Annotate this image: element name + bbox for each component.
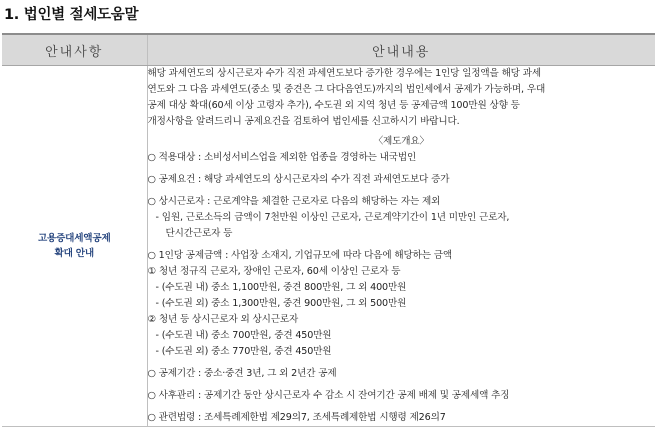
page-title: 1. 법인별 절세도움말 <box>4 7 139 23</box>
intro-line: 개정사항을 알려드리니 공제요건을 검토하여 법인세를 신고하시기 바랍니다. <box>147 116 460 127</box>
summary-item: ① 청년 정규직 근로자, 장애인 근로자, 60세 이상인 근로자 등 <box>147 266 401 277</box>
table-header-row <box>2 34 655 66</box>
content-cell <box>147 66 655 427</box>
summary-item: ○ 공제요건 : 해당 과세연도의 상시근로자의 수가 직전 과세연도보다 증가 <box>147 174 450 185</box>
summary-heading: 〈제도개요〉 <box>373 136 429 147</box>
summary-item: ○ 상시근로자 : 근로계약을 체결한 근로자로 다음의 해당하는 자는 제외 <box>147 196 441 207</box>
header-guide-content: 안내내용 <box>147 34 655 66</box>
summary-item: - (수도권 외) 중소 770만원, 중견 450만원 <box>155 346 332 357</box>
summary-item: ② 청년 등 상시근로자 외 상시근로자 <box>147 314 299 325</box>
summary-item: 단시간근로자 등 <box>165 228 233 239</box>
summary-item: ○ 관련법령 : 조세특례제한법 제29의7, 조세특례제한법 시행령 제26의7 <box>147 412 446 423</box>
guide-table <box>2 33 655 427</box>
summary-item: - (수도권 내) 중소 1,100만원, 중견 800만원, 그 외 400만원 <box>155 282 407 293</box>
table-row <box>2 66 655 427</box>
category-cell <box>2 66 147 427</box>
summary-item: ○ 1인당 공제금액 : 사업장 소재지, 기업규모에 따라 다음에 해당하는 금액 <box>147 250 452 261</box>
intro-line: 공제 대상 확대(60세 이상 고령자 추가), 수도권 외 지역 청년 등 공제금액 100만원 상향 등 <box>147 100 520 111</box>
header-guide-item: 안내사항 <box>2 34 147 66</box>
summary-item: - (수도권 외) 중소 1,300만원, 중견 900만원, 그 외 500만원 <box>155 298 407 309</box>
summary-item: - 임원, 근로소득의 금액이 7천만원 이상인 근로자, 근로계약기간이 1년 미만인 근로자, <box>155 212 510 223</box>
category-label-line-1: 고용증대세액공제 <box>37 233 111 244</box>
intro-line: 해당 과세연도의 상시근로자 수가 직전 과세연도보다 증가한 경우에는 1인당 일정액을 해당 과세 <box>147 68 541 79</box>
intro-line: 연도와 그 다음 과세연도(중소 및 중견은 그 다다음연도)까지의 법인세에서 공제가 가능하며, 우대 <box>147 84 546 95</box>
category-label-line-2: 확대 안내 <box>54 248 94 259</box>
summary-item: ○ 공제기간 : 중소·중견 3년, 그 외 2년간 공제 <box>147 368 337 379</box>
summary-item: ○ 사후관리 : 공제기간 동안 상시근로자 수 감소 시 잔여기간 공제 배제 및 공제세액 추징 <box>147 390 510 401</box>
summary-item: - (수도권 내) 중소 700만원, 중견 450만원 <box>155 330 332 341</box>
summary-list <box>148 150 656 426</box>
summary-item: ○ 적용대상 : 소비성서비스업을 제외한 업종을 경영하는 내국법인 <box>147 152 417 163</box>
